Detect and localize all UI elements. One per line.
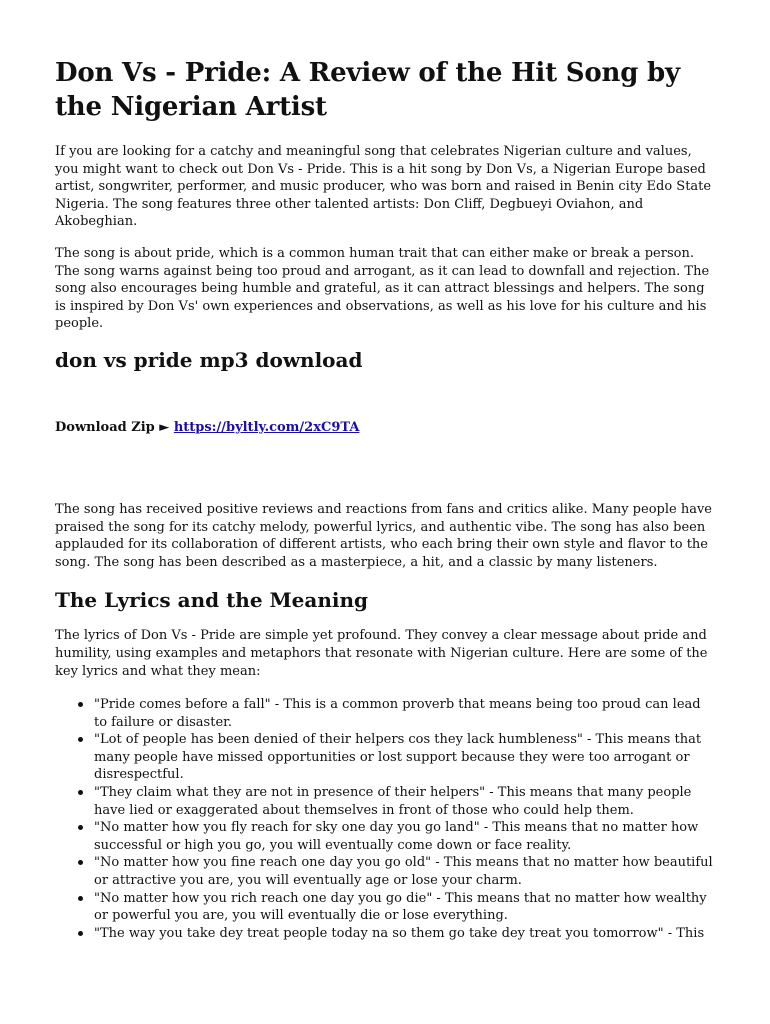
bullet-icon — [78, 825, 83, 830]
lyrics-list — [55, 696, 715, 942]
download-heading: don vs pride mp3 download — [55, 347, 363, 372]
list-item-text: "They claim what they are not in presence of their helpers" - This means that many people have lied or exaggerated about themselves in front of those who could help them. — [94, 785, 692, 818]
bullet-icon — [78, 860, 83, 865]
bullet-icon — [78, 737, 83, 742]
lyrics-intro-paragraph: The lyrics of Don Vs - Pride are simple yet profound. They convey a clear message about pride and humility, using examples and metaphors that resonate with Nigerian culture. Here are some of the key lyrics and what they mean: — [55, 628, 708, 679]
bullet-icon — [78, 931, 83, 936]
bullet-icon — [78, 790, 83, 795]
download-label: Download Zip ► — [55, 419, 174, 435]
list-item — [94, 784, 715, 819]
list-item — [94, 819, 715, 854]
download-link[interactable]: https://byltly.com/2xC9TA — [173, 419, 360, 435]
list-item-text: "Lot of people has been denied of their helpers cos they lack humbleness" - This means that many people have missed opportunities or lost support because they were too arrogant or disrespectful. — [94, 732, 702, 783]
list-item — [94, 854, 715, 889]
intro-paragraph-2: The song is about pride, which is a common human trait that can either make or break a person. The song warns against being too proud and arrogant, as it can lead to downfall and rejection. The song also encourages being humble and grateful, as it can attract blessings and helpers. The song is inspired by Don Vs' own experiences and observations, as well as his love for his culture and his people. — [55, 245, 710, 332]
list-item-text: "The way you take dey treat people today na so them go take dey treat you tomorrow" - This — [94, 925, 705, 941]
bullet-icon — [78, 702, 83, 707]
bullet-icon — [78, 896, 83, 901]
list-item-text: "No matter how you fly reach for sky one day you go land" - This means that no matter how successful or high you go, you will eventually come down or face reality. — [94, 820, 699, 853]
list-item — [94, 890, 715, 925]
list-item-text: "Pride comes before a fall" - This is a common proverb that means being too proud can lead to failure or disaster. — [94, 697, 701, 730]
list-item — [94, 925, 715, 943]
download-line — [55, 419, 715, 437]
list-item — [94, 731, 715, 784]
lyrics-heading: The Lyrics and the Meaning — [55, 588, 369, 613]
list-item — [94, 696, 715, 731]
page-title: Don Vs - Pride: A Review of the Hit Song by the Nigerian Artist — [55, 58, 680, 122]
intro-paragraph-1: If you are looking for a catchy and meaningful song that celebrates Nigerian culture and values, you might want to check out Don Vs - Pride. This is a hit song by Don Vs, a Nigerian Europe based artist, songwriter, performer, and music producer, who was born and raised in Benin city Edo State Nigeria. The song features three other talented artists: Don Cliff, Degbueyi Oviahon, and Akobeghian. — [55, 144, 712, 230]
reception-paragraph: The song has received positive reviews and reactions from fans and critics alike. Many people have praised the song for its catchy melody, powerful lyrics, and authentic vibe. The song has also been applauded for its collaboration of different artists, who each bring their own style and flavor to the song. The song has been described as a masterpiece, a hit, and a classic by many listeners. — [55, 501, 712, 570]
list-item-text: "No matter how you fine reach one day you go old" - This means that no matter how beautiful or attractive you are, you will eventually age or lose your charm. — [94, 855, 713, 889]
list-item-text: "No matter how you rich reach one day you go die" - This means that no matter how wealthy or powerful you are, you will eventually die or lose everything. — [94, 890, 707, 924]
